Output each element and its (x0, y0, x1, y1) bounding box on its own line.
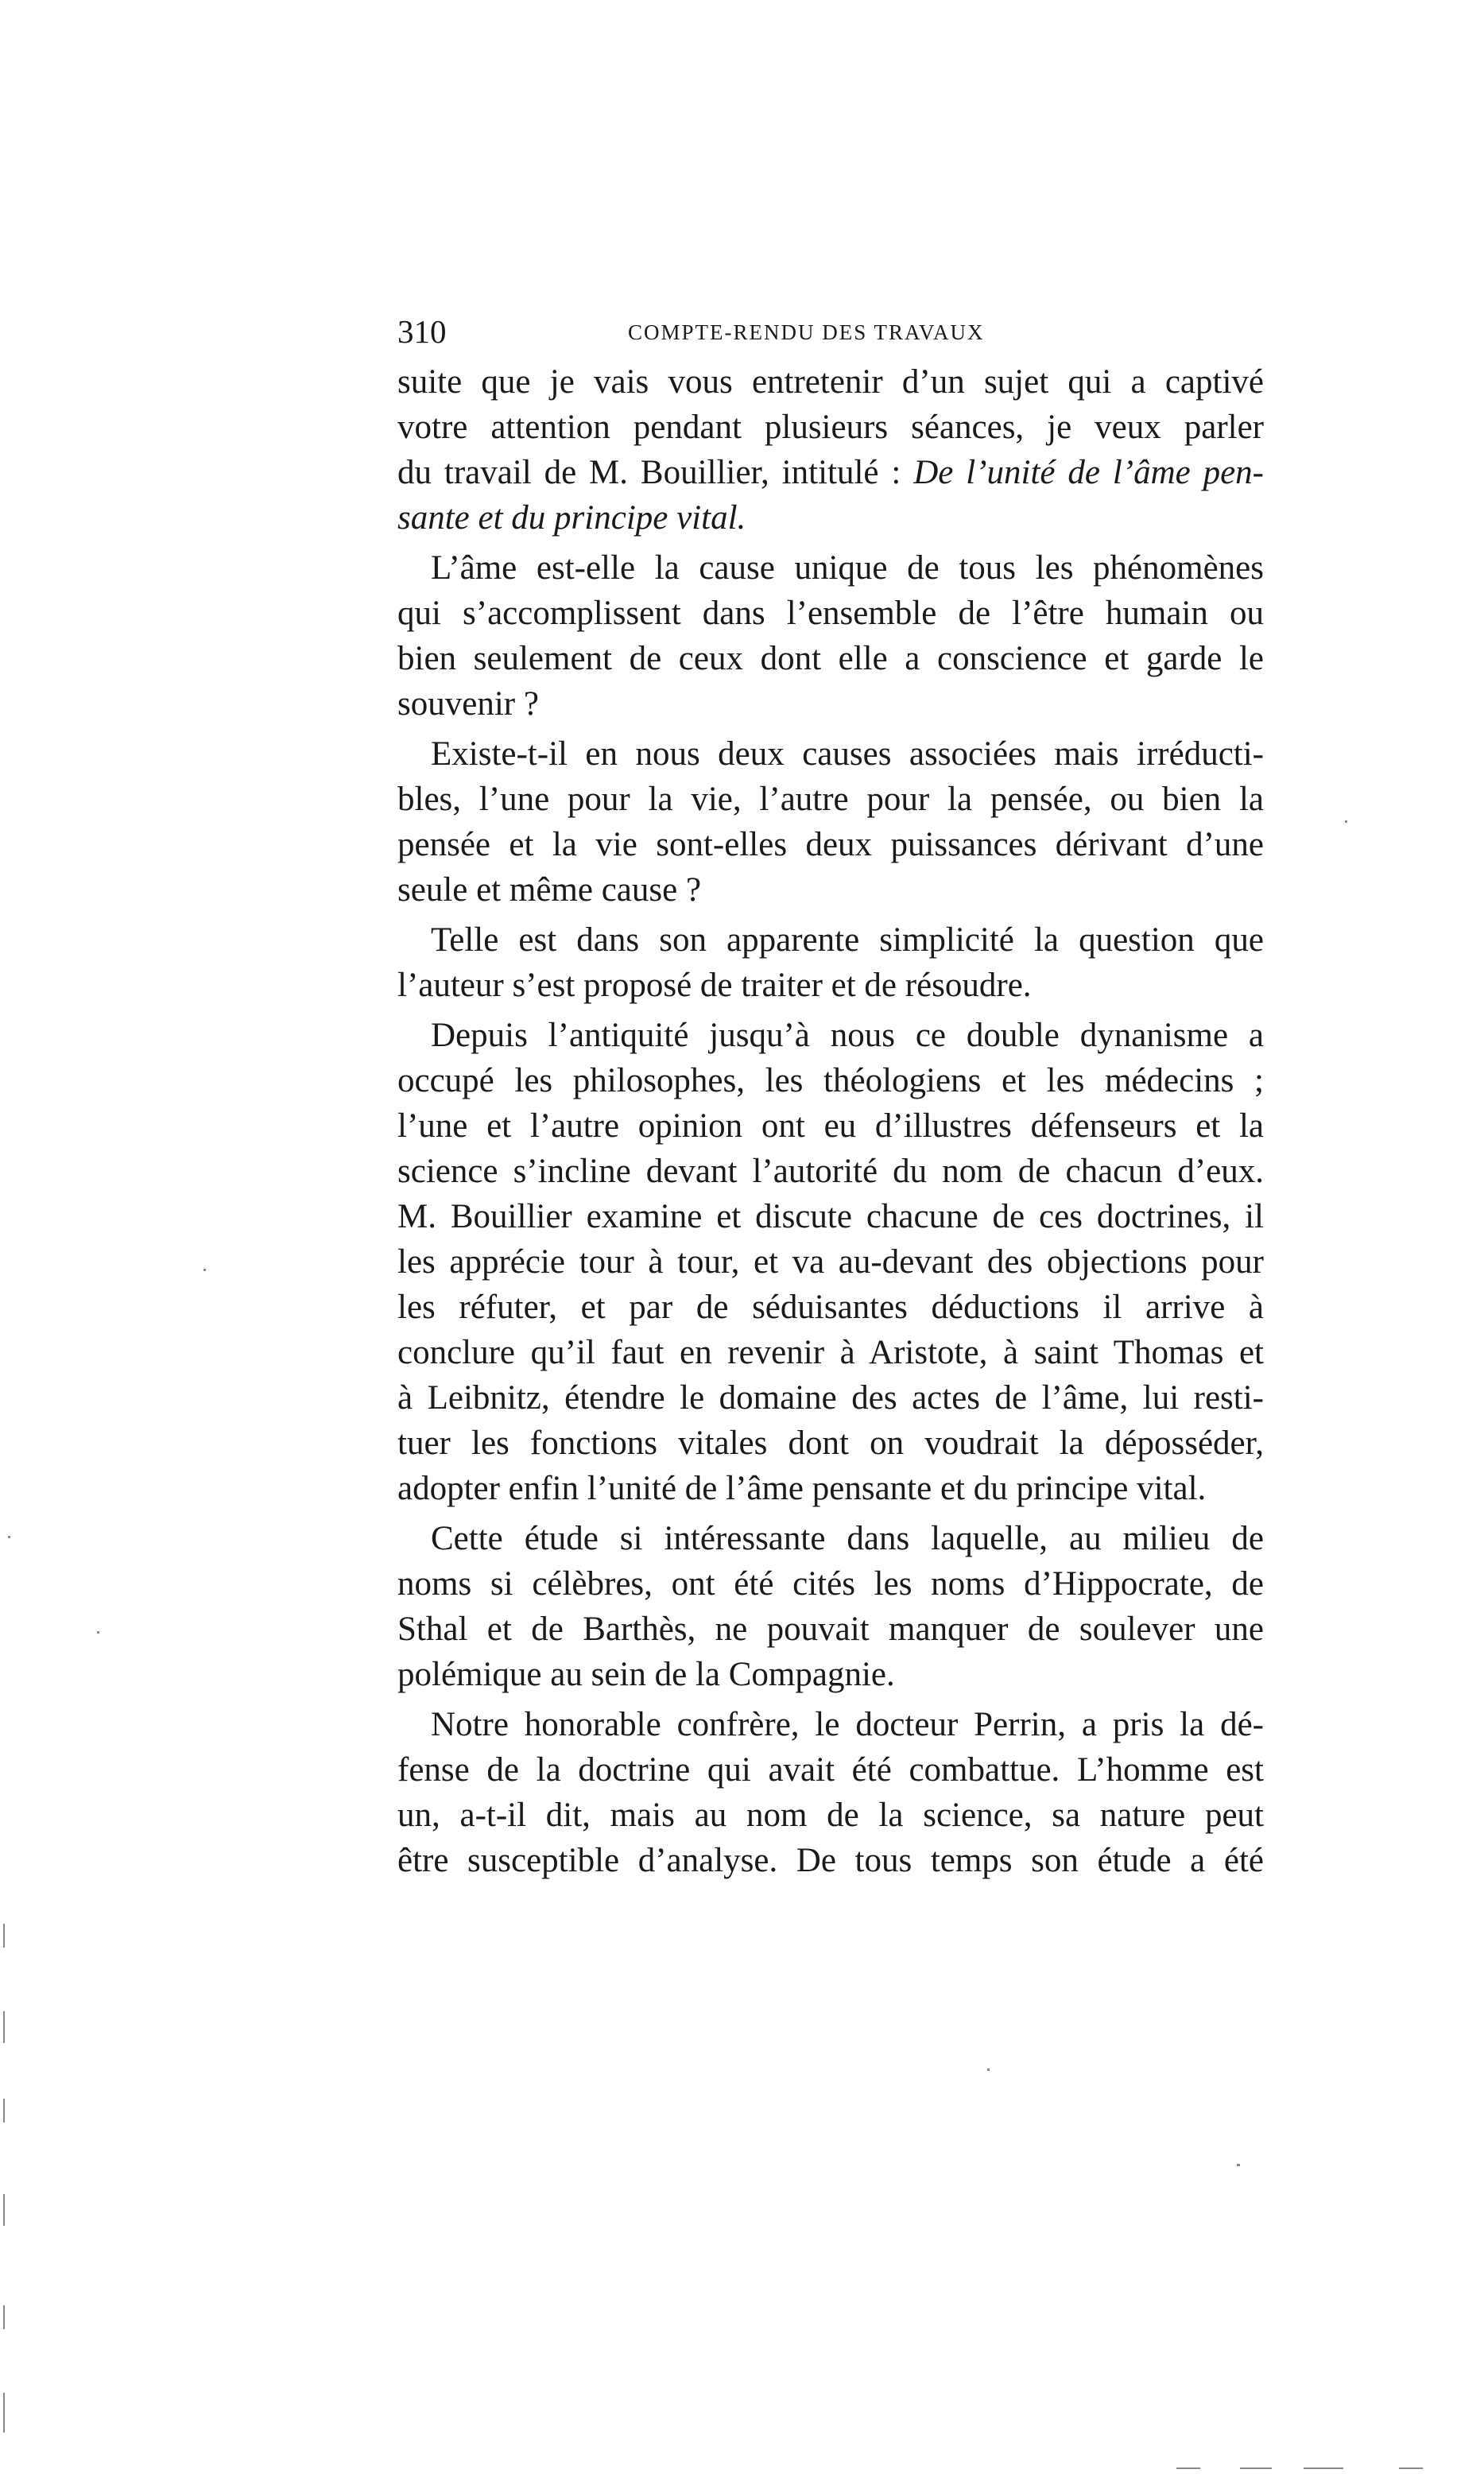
text-line: Existe-t-il en nous deux causes associées mais irréducti- (431, 735, 1264, 773)
text-line (397, 450, 1264, 495)
text-line: M. Bouillier examine et discute chacune de ces doctrines, il (397, 1198, 1264, 1235)
text-line: seule et même cause ? (397, 871, 702, 909)
work-title: sante et du principe vital. (397, 499, 746, 537)
running-head (397, 312, 1264, 351)
scan-speck (3, 2194, 5, 2226)
scan-speck (1240, 2467, 1272, 2469)
text-line: conclure qu’il faut en revenir à Aristote, à saint Thomas et (397, 1334, 1264, 1371)
text-line: Notre honorable confrère, le docteur Perrin, a pris la dé- (431, 1706, 1264, 1743)
text-line: fense de la doctrine qui avait été combattue. L’homme est (397, 1751, 1264, 1789)
text-line: tuer les fonctions vitales dont on voudrait la déposséder, (397, 1425, 1264, 1462)
text-line: qui s’accomplissent dans l’ensemble de l’être humain ou (397, 595, 1264, 632)
scan-speck (3, 1924, 5, 1948)
text-run: du travail de M. Bouillier, intitulé : (397, 454, 901, 491)
text-line: les apprécie tour à tour, et va au-devant des objections pour (397, 1243, 1264, 1281)
text-line: les réfuter, et par de séduisantes déductions il arrive à (397, 1289, 1264, 1326)
scan-speck (97, 1631, 99, 1634)
scan-speck (8, 1536, 10, 1538)
scan-speck (1304, 2467, 1343, 2469)
text-line: Telle est dans son apparente simplicité la question que (431, 921, 1264, 959)
text-line: bien seulement de ceux dont elle a conscience et garde le (397, 640, 1264, 677)
text-line: Depuis l’antiquité jusqu’à nous ce double dynanisme a (431, 1017, 1264, 1054)
text-line: adopter enfin l’unité de l’âme pensante et du principe vital. (397, 1470, 1207, 1507)
scan-speck (3, 2011, 5, 2043)
text-line: souvenir ? (397, 685, 539, 723)
running-title: COMPTE-RENDU DES TRAVAUX (628, 320, 985, 344)
text-line: noms si célèbres, ont été cités les noms d’Hippocrate, de (397, 1565, 1264, 1603)
text-line: Sthal et de Barthès, ne pouvait manquer de soulever une (397, 1611, 1264, 1648)
text-line: L’âme est-elle la cause unique de tous les phénomènes (431, 549, 1264, 587)
text-line: polémique au sein de la Compagnie. (397, 1656, 895, 1693)
scan-speck (203, 1269, 206, 1271)
text-line: science s’incline devant l’autorité du nom de chacun d’eux. (397, 1153, 1264, 1190)
scan-speck (1345, 820, 1347, 823)
text-line: pensée et la vie sont-elles deux puissances dérivant d’une (397, 826, 1264, 863)
text-line: l’une et l’autre opinion ont eu d’illustres défenseurs et la (397, 1107, 1264, 1145)
body-text (397, 359, 1264, 1883)
text-line (397, 495, 1264, 541)
scan-speck (3, 2305, 5, 2329)
text-line: suite que je vais vous entretenir d’un sujet qui a captivé (397, 363, 1264, 401)
text-line: occupé les philosophes, les théologiens et les médecins ; (397, 1062, 1264, 1099)
text-line: être susceptible d’analyse. De tous temps son étude a été (397, 1842, 1264, 1879)
scan-speck (3, 2393, 5, 2433)
text-line: Cette étude si intéressante dans laquelle, au milieu de (431, 1520, 1264, 1557)
scan-speck (1237, 2164, 1240, 2166)
text-line: un, a-t-il dit, mais au nom de la science, sa nature peut (397, 1797, 1264, 1834)
scan-speck (3, 2099, 5, 2122)
scan-speck (987, 2068, 990, 2071)
text-line: votre attention pendant plusieurs séances, je veux parler (397, 409, 1264, 446)
text-line: à Leibnitz, étendre le domaine des actes de l’âme, lui resti- (397, 1379, 1264, 1417)
text-line: bles, l’une pour la vie, l’autre pour la pensée, ou bien la (397, 781, 1264, 818)
page-number: 310 (397, 313, 447, 350)
text-line: l’auteur s’est proposé de traiter et de résoudre. (397, 967, 1032, 1004)
scan-speck (1176, 2467, 1200, 2469)
work-title: De l’unité de l’âme pen- (913, 454, 1265, 491)
scan-speck (1399, 2467, 1423, 2469)
